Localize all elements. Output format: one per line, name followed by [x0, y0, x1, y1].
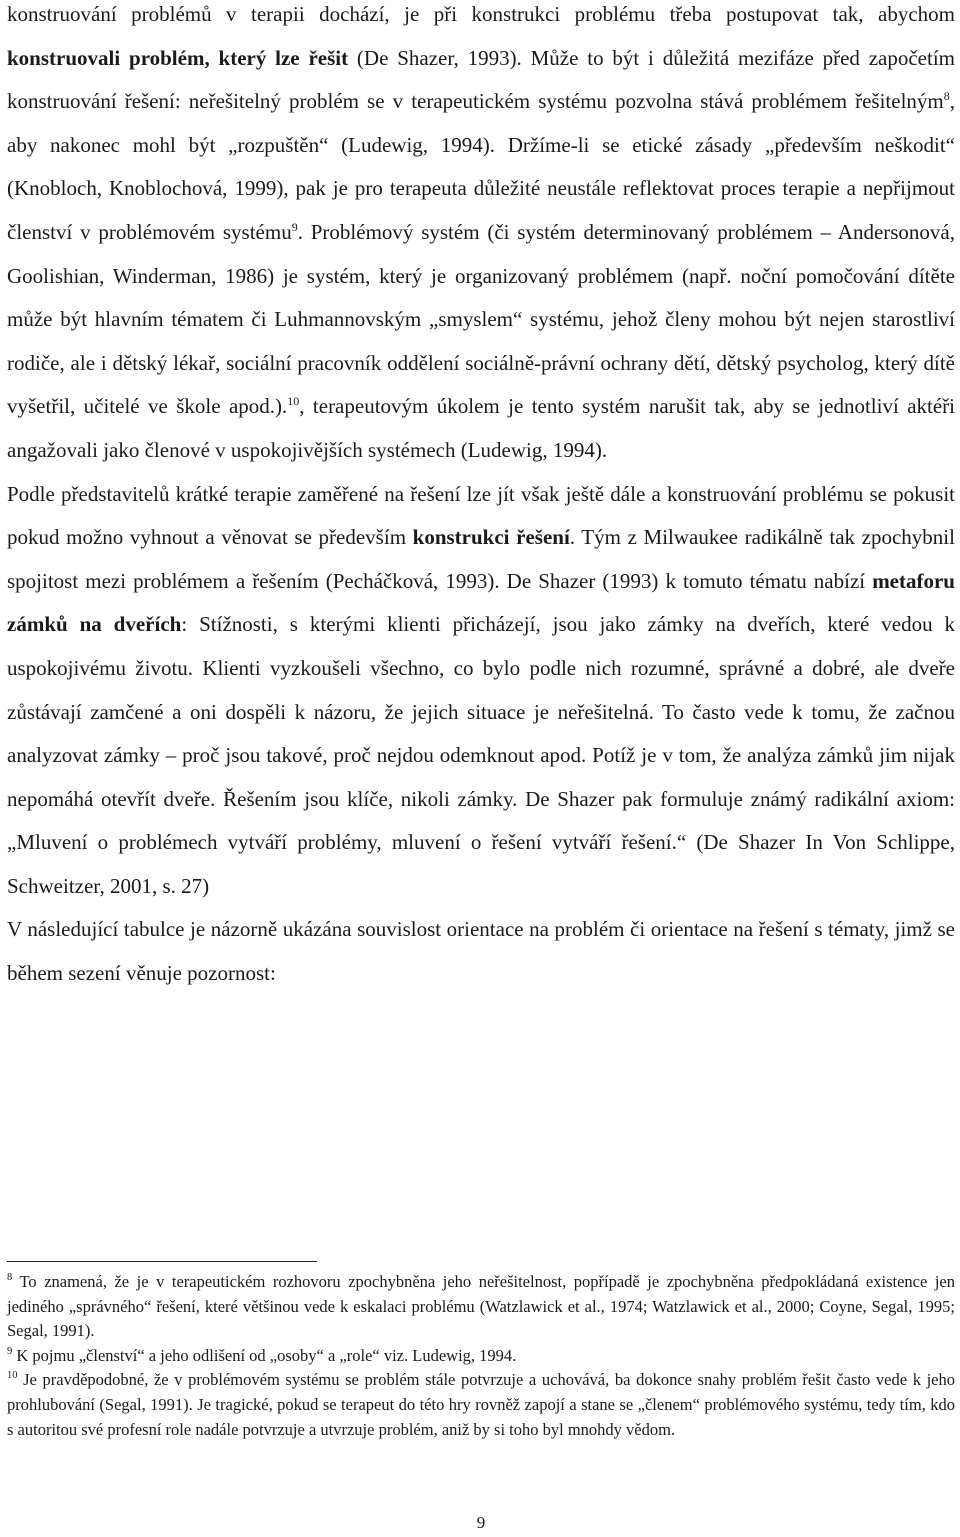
footnote-number: 8 — [7, 1272, 13, 1283]
footnote-9 — [7, 1344, 955, 1369]
emphasis-lock-metaphor: metaforu zámků na dveřích — [7, 568, 955, 637]
footnote-8 — [7, 1270, 955, 1344]
page-number: 9 — [476, 1513, 486, 1532]
emphasis-solvable-problem: konstruovali problém, který lze řešit — [7, 45, 349, 70]
footnote-ref-10[interactable]: 10 — [287, 394, 300, 409]
footnote-ref-8[interactable]: 8 — [943, 89, 950, 104]
paragraph-table-intro: V následující tabulce je názorně ukázána souvislost orientace na problém či orientace na řešení s tématy, jimž se během sezení věnuje pozornost: — [7, 917, 955, 986]
footnote-10 — [7, 1368, 955, 1442]
footnote-ref-9[interactable]: 9 — [291, 219, 298, 234]
footnote-separator — [7, 1261, 317, 1262]
footnote-number: 10 — [7, 1370, 18, 1382]
body-text — [7, 0, 955, 996]
footnote-text: To znamená, že je v terapeutickém rozhovoru zpochybněna jeho neřešitelnost, popřípadě je zpochybněna předpokládaná existence jen jediného „správného“ řešení, které většinou vede k eskalaci problému (Watzlawick et al., 1974; Watzlawick et al., 2000; Coyne, Segal, 1995; Segal, 1991). — [7, 1272, 955, 1341]
footnote-number: 9 — [7, 1345, 13, 1357]
footnote-text: K pojmu „členství“ a jeho odlišení od „osoby“ a „role“ viz. Ludewig, 1994. — [12, 1345, 517, 1365]
paragraph-solution-construction: Podle představitelů krátké terapie zaměřené na řešení lze jít však ještě dále a konstruování problému se pokusit pokud možno vyhnout a věnovat se především konstrukci řešení. Tým z Milwaukee radikálně tak zpochybnil spojitost mezi problémem a řešením (Pecháčková, 1993). De Shazer (1993) k tomuto tématu nabízí metaforu zámků na dveřích: Stížnosti, s kterými klienti přicházejí, jsou jako zámky na dveřích, které vedou k uspokojivému životu. Klienti vyzkoušeli všechno, co bylo podle nich rozumné, správné a dobré, ale dveře zůstávají zamčené a oni dospěli k názoru, že jejich situace je neřešitelná. To často vede k tomu, že začnou analyzovat zámky – proč jsou takové, proč nejdou odemknout apod. Potíž je v tom, že analýza zámků jim nijak nepomáhá otevřít dveře. Řešením jsou klíče, nikoli zámky. De Shazer pak formuluje známý radikální axiom: „Mluvení o problémech vytváří problémy, mluvení o řešení vytváří řešení.“ (De Shazer In Von Schlippe, Schweitzer, 2001, s. 27) — [7, 481, 955, 898]
footnotes — [7, 1270, 955, 1442]
footnote-text: Je pravděpodobné, že v problémovém systému se problém stále potvrzuje a uchovává, ba dokonce snahy problém řešit často vede k jeho prohlubování (Segal, 1991). Je tragické, pokud se terapeut do této hry rovněž zapojí a stane se „členem“ problémového systému, tedy tím, kdo s autoritou své profesní role nadále potvrzuje a utvrzuje problém, aniž by si toho byl mnohdy vědom. — [7, 1370, 955, 1439]
emphasis-solution-construction: konstrukci řešení — [412, 525, 570, 550]
paragraph-problem-system: konstruování problémů v terapii dochází, je při konstrukci problému třeba postupovat tak, abychom konstruovali problém, který lze řešit (De Shazer, 1993). Může to být i důležitá mezifáze před započetím konstruování řešení: neřešitelný problém se v terapeutickém systému pozvolna stává problémem řešitelným$^8$, aby nakonec mohl být „rozpuštěn“ (Ludewig, 1994). Držíme-li se etické zásady „především neškodit“ (Knobloch, Knoblochová, 1999), pak je pro terapeuta důležité neustále reflektovat proces terapie a nepřijmout členství v problémovém systému$^9$. Problémový systém (či systém determinovaný problémem – Andersonová, Goolishian, Winderman, 1986) je systém, který je organizovaný problémem (např. noční pomočování dítěte může být hlavním tématem či Luhmannovským „smyslem“ systému, jehož členy mohou být nejen starostliví rodiče, ale i dětský lékař, sociální pracovník oddělení sociálně-právní ochrany dětí, dětský psycholog, který dítě vyšetřil, učitelé ve škole apod.).$^{10}$, terapeutovým úkolem je tento systém narušit tak, aby se jednotliví aktéři angažovali jako členové v uspokojivějších systémech (Ludewig, 1994). — [7, 2, 956, 462]
